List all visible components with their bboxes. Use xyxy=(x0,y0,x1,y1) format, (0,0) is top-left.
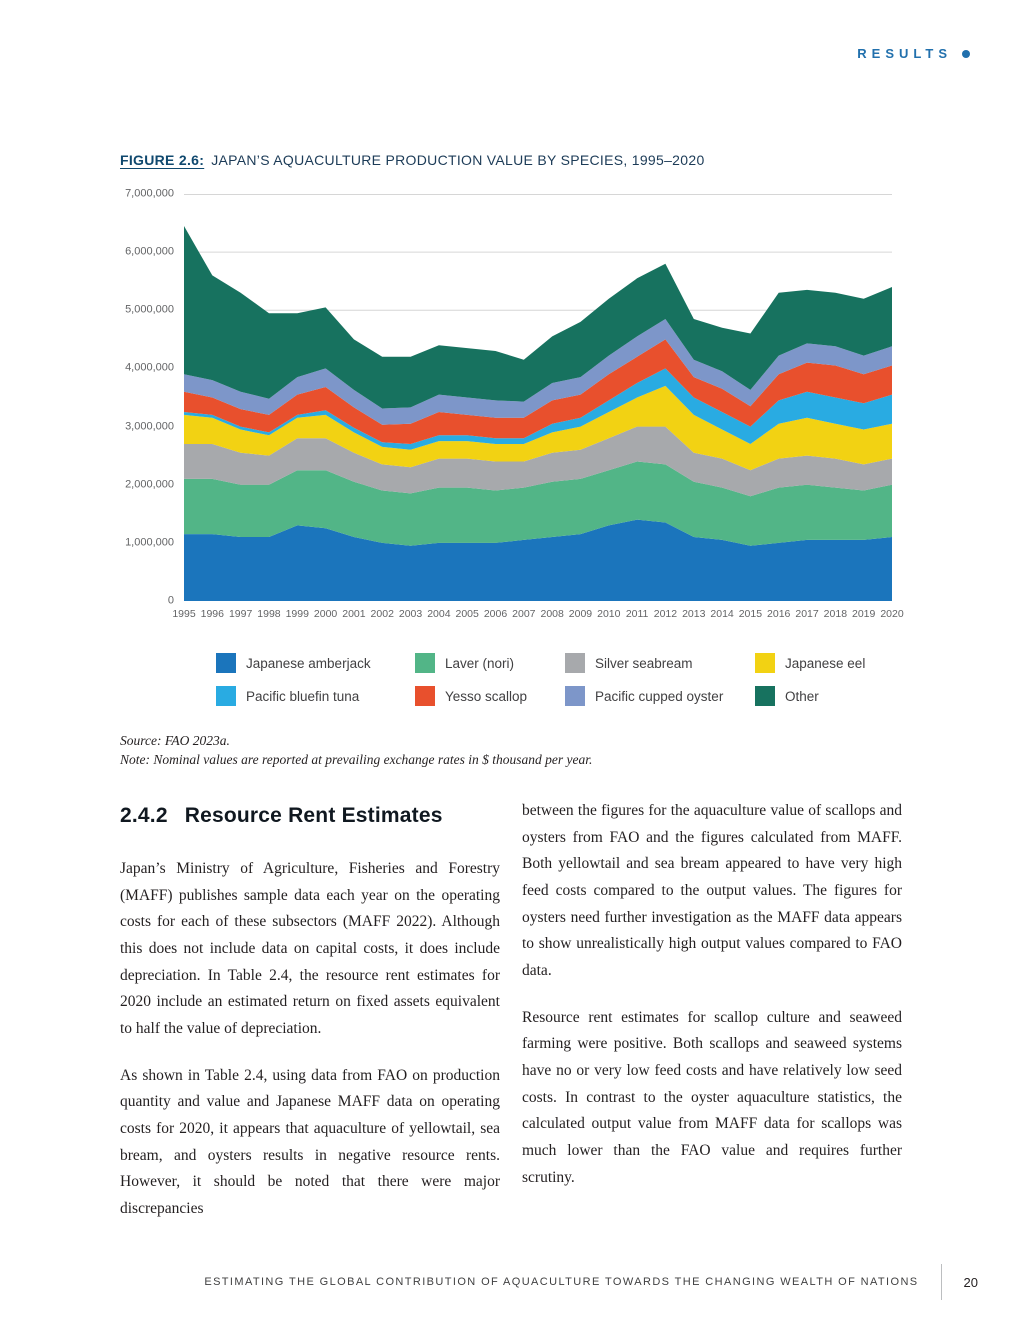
x-axis-tick-label: 2003 xyxy=(398,608,423,620)
legend-label: Pacific cupped oyster xyxy=(595,688,724,704)
y-axis-tick-label: 7,000,000 xyxy=(125,187,174,200)
x-axis-tick-label: 1997 xyxy=(228,608,253,620)
legend-label: Japanese amberjack xyxy=(246,655,371,671)
figure-block xyxy=(120,152,902,770)
legend-swatch-icon xyxy=(415,686,435,706)
running-head xyxy=(857,46,970,61)
figure-source: Source: FAO 2023a. xyxy=(120,733,230,748)
legend-item xyxy=(415,653,565,673)
legend-label: Silver seabream xyxy=(595,655,693,671)
legend-swatch-icon xyxy=(565,653,585,673)
legend-swatch-icon xyxy=(755,686,775,706)
text-column-left xyxy=(120,798,500,1243)
y-axis-tick-label: 2,000,000 xyxy=(125,478,174,491)
legend-swatch-icon xyxy=(755,653,775,673)
figure-captions xyxy=(120,732,902,770)
x-axis-tick-label: 2006 xyxy=(483,608,508,620)
x-axis-tick-label: 2013 xyxy=(682,608,706,620)
footer-running-title: ESTIMATING THE GLOBAL CONTRIBUTION OF AQUACULTURE TOWARDS THE CHANGING WEALTH OF NATIONS xyxy=(204,1276,919,1288)
x-axis-tick-label: 1998 xyxy=(257,608,281,620)
legend-item xyxy=(216,653,415,673)
legend-label: Yesso scallop xyxy=(445,688,528,704)
chart-canvas xyxy=(184,194,892,601)
y-axis-tick-label: 5,000,000 xyxy=(125,303,174,316)
paragraph: Resource rent estimates for scallop culture and seaweed farming were positive. Both scallops and seaweed systems have no or very low feed costs and have relatively low seed costs. In contrast to the oyster aquaculture statistics, the calculated output value from MAFF data for scallops was much lower than the FAO value and requires further scrutiny. xyxy=(522,1008,902,1186)
figure-title xyxy=(120,152,902,168)
figure-note: Note: Nominal values are reported at prevailing exchange rates in $ thousand per year. xyxy=(120,751,593,767)
legend-label: Pacific bluefin tuna xyxy=(246,688,360,704)
x-axis-tick-label: 2004 xyxy=(427,608,451,620)
x-axis-tick-label: 2001 xyxy=(342,608,366,620)
body-section xyxy=(120,798,902,1243)
y-axis-tick-label: 4,000,000 xyxy=(125,361,174,374)
x-axis-tick-label: 2020 xyxy=(880,608,904,620)
x-axis-tick-label: 2016 xyxy=(767,608,791,620)
running-head-label: RESULTS xyxy=(857,46,952,61)
paragraph: Japan’s Ministry of Agriculture, Fisheries and Forestry (MAFF) publishes sample data each year on the operating costs for each of these subsectors (MAFF 2022). Although this does not include data on capital costs, it does include depreciation. In Table 2.4, the resource rent estimates for 2020 include an estimated return on fixed assets equivalent to half the value of depreciation. xyxy=(120,860,500,1038)
legend-swatch-icon xyxy=(216,686,236,706)
legend-item xyxy=(755,686,902,706)
chart-x-axis xyxy=(172,601,904,623)
section-heading xyxy=(120,798,500,834)
x-axis-tick-label: 2005 xyxy=(455,608,479,620)
x-axis-tick-label: 2009 xyxy=(568,608,593,620)
figure-number-label: FIGURE 2.6: xyxy=(120,152,205,168)
bullet-dot-icon xyxy=(962,50,970,58)
legend-label: Japanese eel xyxy=(785,655,866,671)
x-axis-tick-label: 2007 xyxy=(512,608,536,620)
page-footer xyxy=(0,1264,978,1300)
x-axis-tick-label: 2012 xyxy=(653,608,678,620)
paragraph: As shown in Table 2.4, using data from FAO on production quantity and value and Japanese MAFF data on operating costs for 2020, it appears that aquaculture of yellowtail, sea bream, and oysters results in negative resource rents. However, it should be noted that there were major discrepancies xyxy=(120,1066,500,1217)
text-column-right xyxy=(522,798,902,1243)
legend-item xyxy=(565,653,755,673)
legend-item xyxy=(415,686,565,706)
x-axis-tick-label: 2019 xyxy=(851,608,876,620)
legend-item xyxy=(565,686,755,706)
legend-swatch-icon xyxy=(565,686,585,706)
x-axis-tick-label: 1996 xyxy=(200,608,224,620)
stacked-area-chart xyxy=(120,187,904,706)
x-axis-tick-label: 2010 xyxy=(597,608,621,620)
section-number: 2.4.2 xyxy=(120,804,168,827)
x-axis-tick-label: 2018 xyxy=(823,608,848,620)
legend-item xyxy=(755,653,902,673)
y-axis-tick-label: 1,000,000 xyxy=(125,536,174,549)
legend-item xyxy=(216,686,415,706)
x-axis-tick-label: 2011 xyxy=(625,608,649,620)
legend-label: Laver (nori) xyxy=(445,655,515,671)
x-axis-tick-label: 2002 xyxy=(370,608,394,620)
legend-swatch-icon xyxy=(415,653,435,673)
y-axis-tick-label: 6,000,000 xyxy=(125,245,174,258)
x-axis-tick-label: 2015 xyxy=(738,608,763,620)
paragraph: between the figures for the aquaculture value of scallops and oysters from FAO and the figures calculated from MAFF. Both yellowtail and sea bream appeared to have very high feed costs compared to the output values. The figures for oysters need further investigation as the MAFF data appears to show unrealistically high output values compared to FAO data. xyxy=(522,802,902,979)
x-axis-tick-label: 1999 xyxy=(285,608,309,620)
x-axis-tick-label: 1995 xyxy=(172,608,196,620)
y-axis-tick-label: 3,000,000 xyxy=(125,420,174,433)
page-number: 20 xyxy=(963,1274,978,1290)
x-axis-tick-label: 2000 xyxy=(313,608,338,620)
figure-title-text: JAPAN’S AQUACULTURE PRODUCTION VALUE BY SPECIES, 1995–2020 xyxy=(211,152,705,168)
chart-plot-area xyxy=(125,187,892,607)
legend-label: Other xyxy=(785,688,819,704)
y-axis-tick-label: 0 xyxy=(167,594,174,607)
chart-legend xyxy=(216,653,902,706)
x-axis-tick-label: 2008 xyxy=(540,608,564,620)
section-title: Resource Rent Estimates xyxy=(184,804,443,827)
x-axis-tick-label: 2014 xyxy=(710,608,734,620)
footer-divider xyxy=(941,1264,942,1300)
legend-swatch-icon xyxy=(216,653,236,673)
x-axis-tick-label: 2017 xyxy=(795,608,819,620)
